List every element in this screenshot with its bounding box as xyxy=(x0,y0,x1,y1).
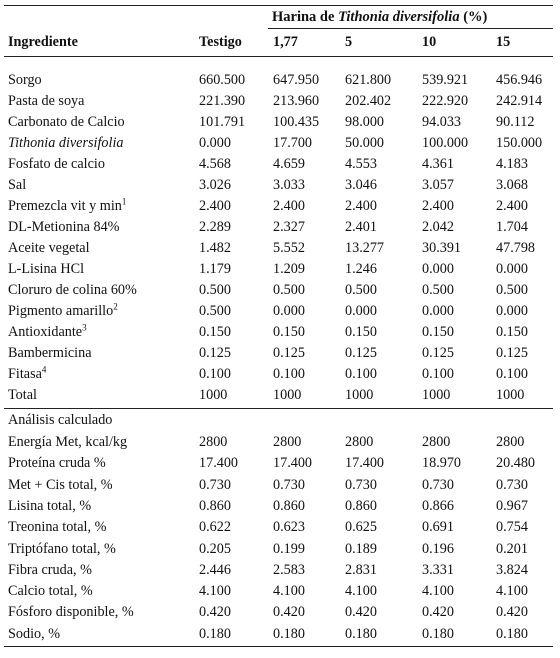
cell-15: 20.480 xyxy=(496,455,536,472)
ingredient-row xyxy=(0,135,560,157)
cell-5: 0.000 xyxy=(345,303,377,319)
row-label-text: Fibra cruda, % xyxy=(8,561,92,578)
cell-10: 222.920 xyxy=(422,93,469,109)
row-label-text: Tithonia diversifolia xyxy=(8,135,124,151)
cell-15: 0.201 xyxy=(496,540,528,557)
cell-5: 1000 xyxy=(345,387,374,403)
cell-1-77: 1000 xyxy=(273,387,302,403)
row-label-text: Sal xyxy=(8,177,27,193)
group-header-rule xyxy=(268,28,553,29)
cell-1-77: 213.960 xyxy=(273,93,320,109)
cell-testigo: 0.500 xyxy=(199,282,231,298)
cell-15: 4.100 xyxy=(496,583,528,600)
row-label xyxy=(8,93,84,110)
ingredient-row xyxy=(0,387,560,409)
row-label-text: Proteína cruda % xyxy=(8,455,106,472)
cell-5: 621.800 xyxy=(345,72,392,88)
cell-testigo: 660.500 xyxy=(199,72,246,88)
cell-testigo: 0.125 xyxy=(199,345,231,361)
row-label-text: Pigmento amarillo xyxy=(8,303,114,319)
cell-testigo: 0.622 xyxy=(199,519,231,536)
cell-5: 4.100 xyxy=(345,583,377,600)
cell-5: 0.100 xyxy=(345,366,377,382)
row-label xyxy=(8,498,91,515)
group-header-prefix: Harina de xyxy=(272,9,339,25)
row-label xyxy=(8,135,123,152)
cell-15: 0.754 xyxy=(496,519,528,536)
ingredient-row xyxy=(0,198,560,220)
ingredient-row xyxy=(0,114,560,136)
row-label xyxy=(8,219,120,236)
row-label-text: Cloruro de colina 60% xyxy=(8,282,137,298)
cell-10: 0.000 xyxy=(422,303,454,319)
cell-testigo: 0.420 xyxy=(199,604,231,621)
cell-10: 0.500 xyxy=(422,282,454,298)
ingredient-row xyxy=(0,156,560,178)
row-label xyxy=(8,434,127,451)
cell-15: 1000 xyxy=(496,387,525,403)
cell-1-77: 1.209 xyxy=(273,261,305,277)
row-label-text: Total xyxy=(8,387,37,403)
cell-15: 0.000 xyxy=(496,261,528,277)
row-label xyxy=(8,303,118,320)
cell-1-77: 2.400 xyxy=(273,198,305,214)
cell-testigo: 2.400 xyxy=(199,198,231,214)
row-label-text: Fósforo disponible, % xyxy=(8,604,134,621)
row-label xyxy=(8,345,92,362)
row-label-text: Fitasa xyxy=(8,366,42,382)
cell-15: 456.946 xyxy=(496,72,543,88)
cell-15: 4.183 xyxy=(496,156,528,172)
ingredient-row xyxy=(0,72,560,94)
analysis-row xyxy=(0,434,560,456)
cell-1-77: 4.100 xyxy=(273,583,305,600)
row-label-text: Triptófano total, % xyxy=(8,540,116,557)
footnote-marker: 3 xyxy=(82,322,87,333)
ingredient-row xyxy=(0,261,560,283)
ingredient-row xyxy=(0,366,560,388)
row-label xyxy=(8,366,46,383)
column-header-5: 5 xyxy=(345,34,353,50)
row-label xyxy=(8,261,84,278)
ingredient-row xyxy=(0,345,560,367)
cell-10: 3.057 xyxy=(422,177,454,193)
cell-5: 0.180 xyxy=(345,625,377,642)
cell-5: 2.831 xyxy=(345,561,377,578)
cell-testigo: 101.791 xyxy=(199,114,246,130)
ingredient-row xyxy=(0,93,560,115)
row-label xyxy=(8,626,60,643)
cell-5: 0.625 xyxy=(345,519,377,536)
cell-5: 17.400 xyxy=(345,455,385,472)
cell-5: 3.046 xyxy=(345,177,377,193)
cell-15: 0.967 xyxy=(496,497,528,514)
analysis-row xyxy=(0,626,560,648)
row-label xyxy=(8,477,113,494)
cell-10: 2.042 xyxy=(422,219,454,235)
cell-testigo: 221.390 xyxy=(199,93,246,109)
cell-5: 0.125 xyxy=(345,345,377,361)
cell-10: 0.866 xyxy=(422,497,454,514)
group-header-suffix: (%) xyxy=(459,9,488,25)
ingredient-row xyxy=(0,324,560,346)
cell-5: 0.420 xyxy=(345,604,377,621)
cell-1-77: 17.700 xyxy=(273,135,313,151)
table-bottom-rule xyxy=(4,646,553,647)
cell-1-77: 0.000 xyxy=(273,303,305,319)
row-label-text: Fosfato de calcio xyxy=(8,156,105,172)
cell-1-77: 2800 xyxy=(273,434,302,450)
row-label-text: Premezcla vit y min xyxy=(8,198,122,214)
row-label xyxy=(8,282,137,299)
cell-10: 0.125 xyxy=(422,345,454,361)
row-label xyxy=(8,114,125,131)
ingredient-row xyxy=(0,219,560,241)
cell-10: 0.196 xyxy=(422,540,454,557)
total-separator-rule xyxy=(4,408,553,409)
cell-10: 0.000 xyxy=(422,261,454,277)
cell-testigo: 0.180 xyxy=(199,625,231,642)
cell-10: 0.150 xyxy=(422,324,454,340)
cell-testigo: 0.500 xyxy=(199,303,231,319)
cell-1-77: 0.420 xyxy=(273,604,305,621)
cell-15: 0.730 xyxy=(496,476,528,493)
cell-15: 0.000 xyxy=(496,303,528,319)
row-label xyxy=(8,604,134,621)
cell-testigo: 2.289 xyxy=(199,219,231,235)
cell-10: 100.000 xyxy=(422,135,469,151)
cell-testigo: 3.026 xyxy=(199,177,231,193)
row-label xyxy=(8,72,42,89)
row-label-text: L-Lisina HCl xyxy=(8,261,85,277)
row-label-text: Pasta de soya xyxy=(8,93,85,109)
cell-15: 90.112 xyxy=(496,114,535,130)
row-label-text: Met + Cis total, % xyxy=(8,476,113,493)
cell-1-77: 2.327 xyxy=(273,219,305,235)
cell-15: 1.704 xyxy=(496,219,528,235)
cell-testigo: 17.400 xyxy=(199,455,239,472)
cell-5: 2.400 xyxy=(345,198,377,214)
cell-testigo: 0.100 xyxy=(199,366,231,382)
ingredient-row xyxy=(0,240,560,262)
cell-1-77: 647.950 xyxy=(273,72,320,88)
cell-15: 2.400 xyxy=(496,198,528,214)
column-header-1-77: 1,77 xyxy=(273,34,298,50)
row-label xyxy=(8,240,90,257)
column-header-15: 15 xyxy=(496,34,511,50)
column-header-row xyxy=(0,34,560,56)
analysis-section-title: Análisis calculado xyxy=(8,412,113,428)
cell-10: 2800 xyxy=(422,434,451,450)
row-label-text: Energía Met, kcal/kg xyxy=(8,434,128,450)
cell-1-77: 5.552 xyxy=(273,240,305,256)
row-label-text: Lisina total, % xyxy=(8,497,92,514)
row-label xyxy=(8,455,106,472)
footnote-marker: 1 xyxy=(121,196,127,207)
cell-15: 150.000 xyxy=(496,135,543,151)
cell-1-77: 0.180 xyxy=(273,625,305,642)
cell-5: 0.150 xyxy=(345,324,377,340)
cell-5: 0.860 xyxy=(345,497,377,514)
row-label xyxy=(8,198,126,215)
cell-1-77: 4.659 xyxy=(273,156,305,172)
analysis-row xyxy=(0,498,560,520)
analysis-row xyxy=(0,519,560,541)
cell-testigo: 0.730 xyxy=(199,476,231,493)
row-label xyxy=(8,541,116,558)
footnote-marker: 2 xyxy=(113,301,118,312)
cell-15: 3.824 xyxy=(496,561,528,578)
cell-1-77: 0.500 xyxy=(273,282,305,298)
ingredient-row xyxy=(0,282,560,304)
analysis-row xyxy=(0,583,560,605)
cell-10: 4.361 xyxy=(422,156,454,172)
column-header-ingrediente: Ingrediente xyxy=(8,34,78,50)
cell-10: 18.970 xyxy=(422,455,462,472)
cell-1-77: 3.033 xyxy=(273,177,305,193)
cell-testigo: 0.205 xyxy=(199,540,231,557)
cell-testigo: 1.482 xyxy=(199,240,231,256)
cell-1-77: 0.730 xyxy=(273,476,305,493)
row-label-text: Treonina total, % xyxy=(8,519,107,536)
cell-15: 0.100 xyxy=(496,366,528,382)
cell-1-77: 0.623 xyxy=(273,519,305,536)
footnote-marker: 4 xyxy=(41,364,47,375)
group-header xyxy=(272,9,487,26)
cell-15: 0.500 xyxy=(496,282,528,298)
cell-10: 0.691 xyxy=(422,519,454,536)
row-label-text: Aceite vegetal xyxy=(8,240,90,256)
cell-1-77: 0.100 xyxy=(273,366,305,382)
row-label xyxy=(8,156,105,173)
cell-5: 50.000 xyxy=(345,135,385,151)
row-label-text: DL-Metionina 84% xyxy=(8,219,120,235)
cell-5: 13.277 xyxy=(345,240,385,256)
cell-15: 0.125 xyxy=(496,345,528,361)
analysis-row xyxy=(0,604,560,626)
row-label-text: Bambermicina xyxy=(8,345,92,361)
cell-10: 30.391 xyxy=(422,240,462,256)
row-label xyxy=(8,324,87,341)
row-label-text: Carbonato de Calcio xyxy=(8,114,125,130)
cell-5: 0.189 xyxy=(345,540,377,557)
cell-10: 0.180 xyxy=(422,625,454,642)
cell-1-77: 0.860 xyxy=(273,497,305,514)
cell-15: 3.068 xyxy=(496,177,528,193)
cell-1-77: 17.400 xyxy=(273,455,313,472)
cell-testigo: 4.100 xyxy=(199,583,231,600)
cell-testigo: 2.446 xyxy=(199,561,231,578)
cell-testigo: 0.150 xyxy=(199,324,231,340)
cell-10: 0.730 xyxy=(422,476,454,493)
cell-10: 0.420 xyxy=(422,604,454,621)
cell-testigo: 4.568 xyxy=(199,156,231,172)
cell-15: 0.180 xyxy=(496,625,528,642)
analysis-row xyxy=(0,541,560,563)
cell-1-77: 0.199 xyxy=(273,540,305,557)
analysis-row xyxy=(0,455,560,477)
cell-15: 242.914 xyxy=(496,93,543,109)
analysis-row xyxy=(0,477,560,499)
column-header-testigo: Testigo xyxy=(199,34,242,50)
cell-10: 94.033 xyxy=(422,114,462,130)
ingredient-row xyxy=(0,177,560,199)
row-label-text: Antioxidante xyxy=(8,324,83,340)
cell-10: 0.100 xyxy=(422,366,454,382)
cell-1-77: 2.583 xyxy=(273,561,305,578)
analysis-row xyxy=(0,562,560,584)
row-label-text: Sodio, % xyxy=(8,625,61,642)
cell-10: 2.400 xyxy=(422,198,454,214)
row-label xyxy=(8,387,37,404)
cell-15: 2800 xyxy=(496,434,525,450)
cell-10: 1000 xyxy=(422,387,451,403)
cell-5: 202.402 xyxy=(345,93,392,109)
cell-testigo: 1.179 xyxy=(199,261,231,277)
group-header-species: Tithonia diversifolia xyxy=(338,9,460,25)
cell-5: 1.246 xyxy=(345,261,377,277)
cell-15: 0.150 xyxy=(496,324,528,340)
row-label xyxy=(8,583,93,600)
cell-10: 4.100 xyxy=(422,583,454,600)
row-label xyxy=(8,562,92,579)
cell-5: 4.553 xyxy=(345,156,377,172)
cell-5: 2.401 xyxy=(345,219,377,235)
cell-1-77: 0.125 xyxy=(273,345,305,361)
cell-5: 0.730 xyxy=(345,476,377,493)
cell-testigo: 0.860 xyxy=(199,497,231,514)
cell-1-77: 100.435 xyxy=(273,114,320,130)
row-label-text: Sorgo xyxy=(8,72,42,88)
row-label-text: Calcio total, % xyxy=(8,583,93,600)
cell-1-77: 0.150 xyxy=(273,324,305,340)
cell-testigo: 0.000 xyxy=(199,135,231,151)
row-label xyxy=(8,177,26,194)
row-label xyxy=(8,519,106,536)
cell-15: 47.798 xyxy=(496,240,536,256)
cell-5: 98.000 xyxy=(345,114,385,130)
cell-10: 3.331 xyxy=(422,561,454,578)
cell-5: 2800 xyxy=(345,434,374,450)
cell-testigo: 2800 xyxy=(199,434,228,450)
header-bottom-rule xyxy=(4,56,553,57)
cell-10: 539.921 xyxy=(422,72,469,88)
column-header-10: 10 xyxy=(422,34,437,50)
cell-testigo: 1000 xyxy=(199,387,228,403)
cell-5: 0.500 xyxy=(345,282,377,298)
cell-15: 0.420 xyxy=(496,604,528,621)
table-top-rule xyxy=(4,5,553,6)
